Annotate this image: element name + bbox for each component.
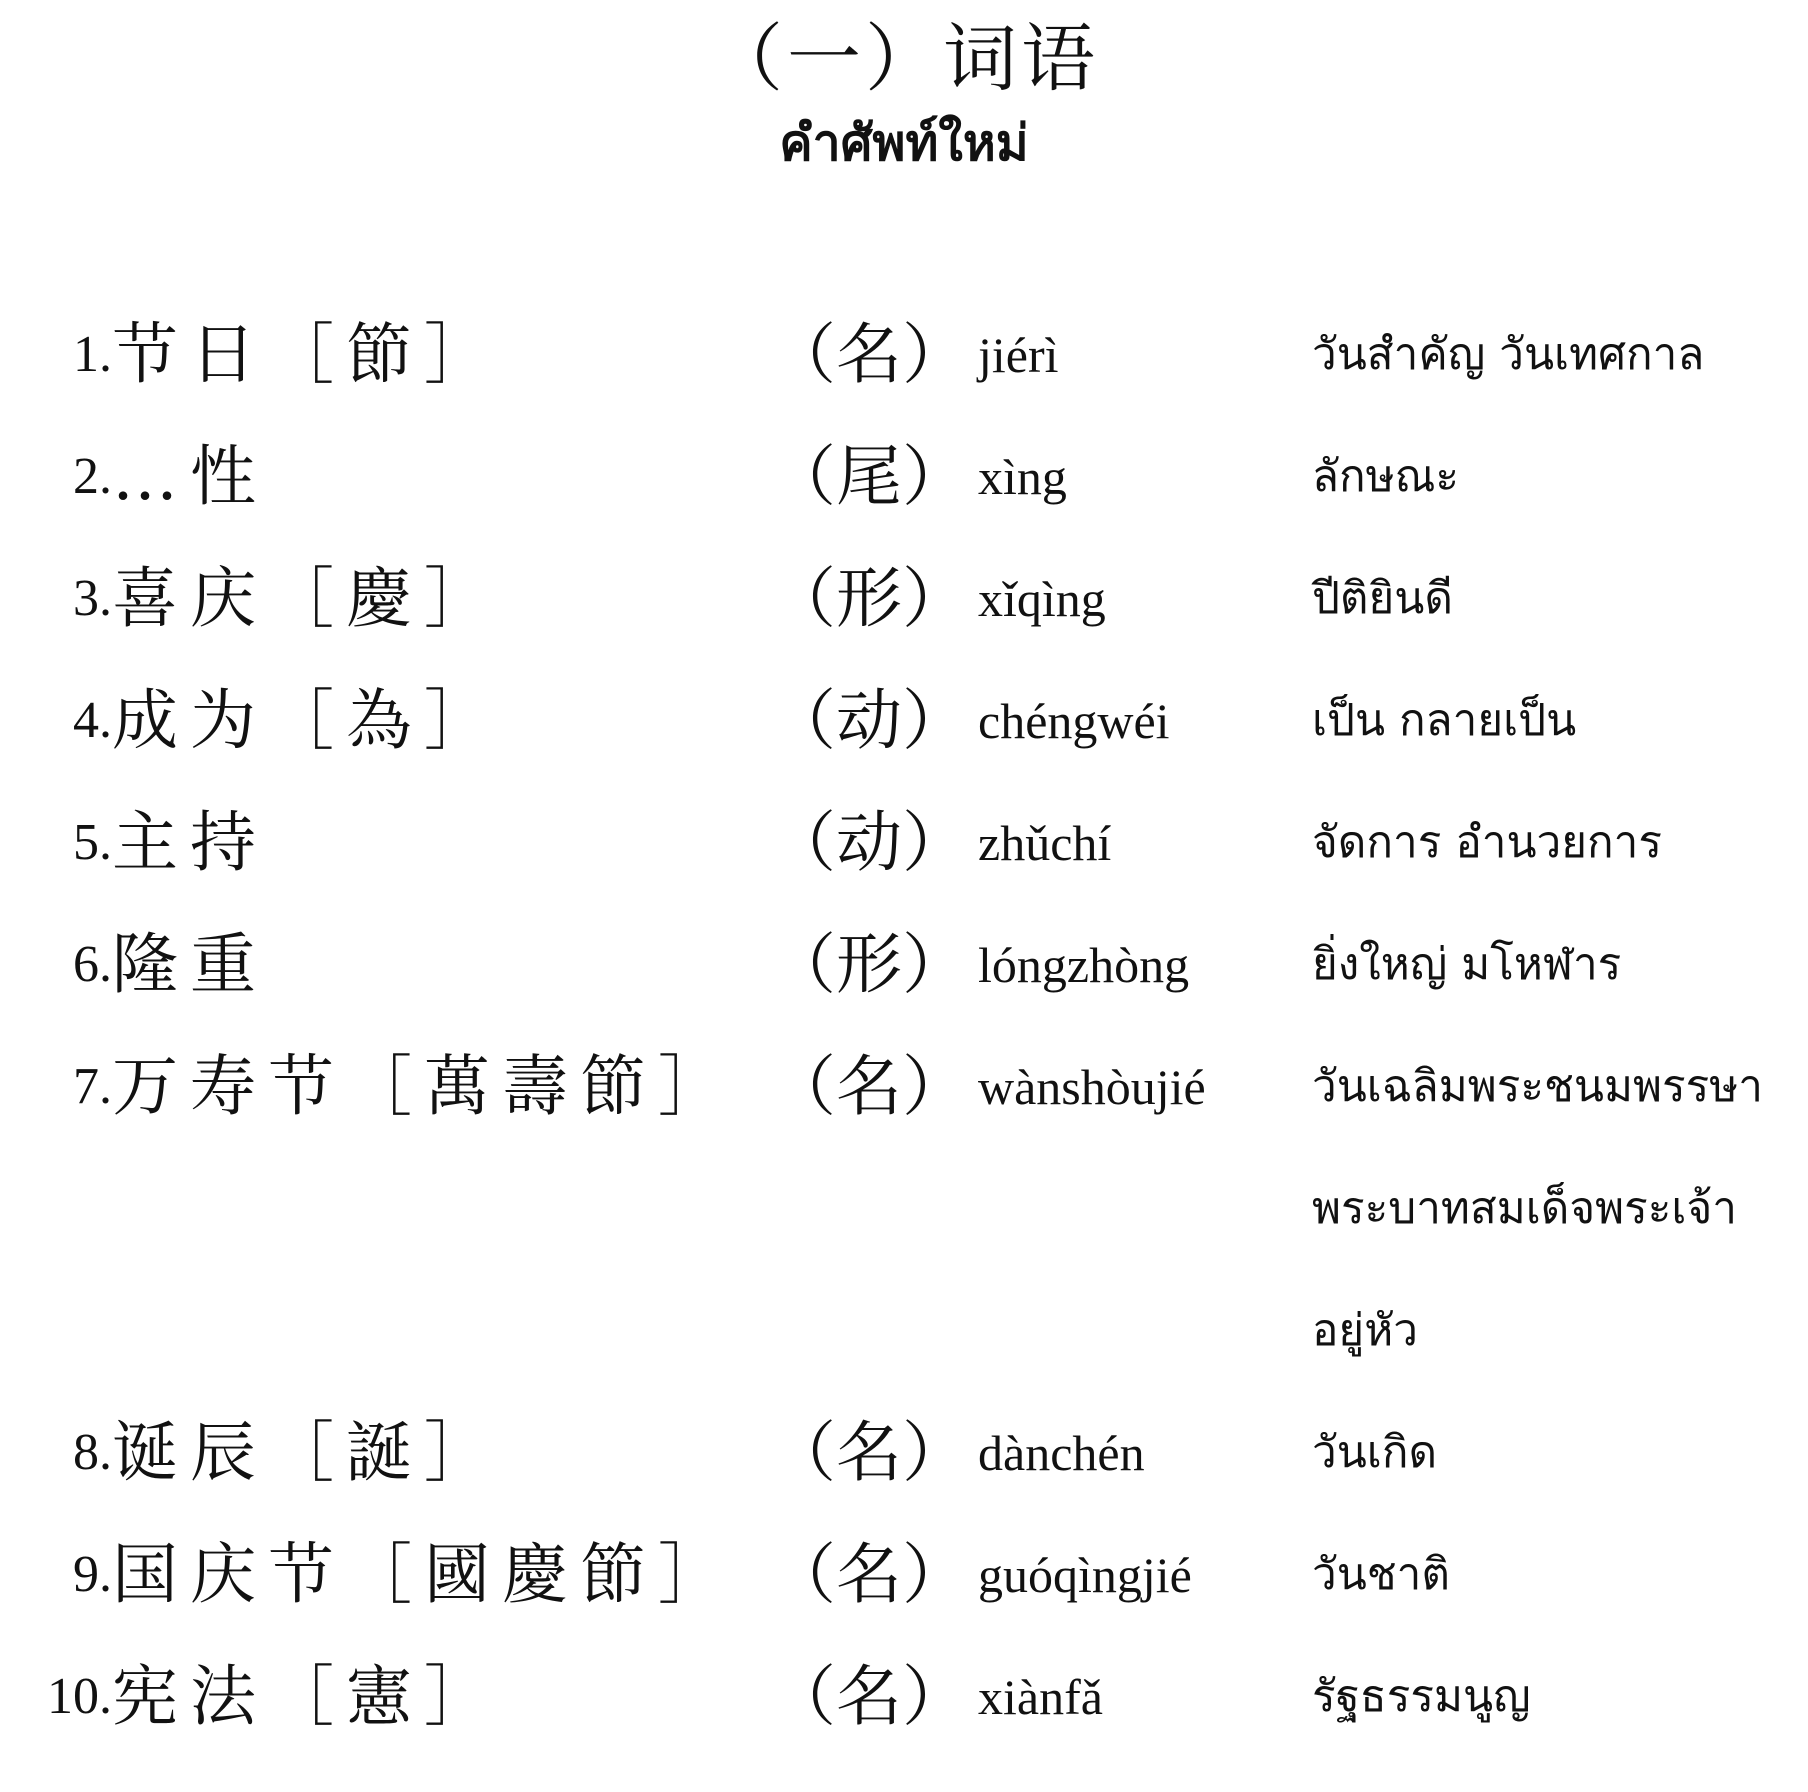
- entry-number: 2.: [73, 448, 112, 505]
- entry-pinyin: zhǔchí: [978, 815, 1112, 871]
- entry-translation: [1312, 1525, 1450, 1647]
- section-title: （一）词语: [709, 16, 1099, 102]
- entry-word: …性: [112, 438, 268, 515]
- entry-pinyin: jiérì: [978, 327, 1059, 383]
- entry-number: 4.: [73, 692, 112, 749]
- entry-translation: [1312, 671, 1576, 793]
- entry-part-of-speech: （名）: [770, 1536, 968, 1613]
- entry-pinyin: lóngzhòng: [978, 937, 1190, 993]
- entry-part-of-speech: （形）: [770, 560, 968, 637]
- entry-number: 8.: [73, 1424, 112, 1481]
- entry-pinyin: xìng: [978, 449, 1067, 505]
- translation-line: รัฐธรรมนูญ: [1312, 1671, 1531, 1722]
- entry-number: 1.: [73, 326, 112, 383]
- translation-line: เป็น กลายเป็น: [1312, 695, 1577, 746]
- entry-word: 诞辰［誕］: [112, 1414, 502, 1491]
- translation-line: ลักษณะ: [1312, 451, 1460, 502]
- vocabulary-entry: [0, 793, 1808, 915]
- entry-pinyin: xǐqìng: [978, 571, 1106, 627]
- entry-translation: [1312, 793, 1662, 915]
- vocabulary-list: [0, 305, 1808, 1769]
- entry-translation: [1312, 1647, 1531, 1769]
- entry-part-of-speech: （名）: [770, 1048, 968, 1125]
- entry-part-of-speech: （动）: [770, 682, 968, 759]
- entry-number: 10.: [47, 1668, 112, 1725]
- translation-line: จัดการ อำนวยการ: [1312, 817, 1663, 868]
- entry-translation: [1312, 549, 1453, 671]
- entry-number: 7.: [73, 1058, 112, 1115]
- entry-translation: [1312, 1037, 1763, 1403]
- vocabulary-entry: [0, 549, 1808, 671]
- entry-word: 主持: [112, 804, 268, 881]
- translation-line: วันเกิด: [1312, 1427, 1438, 1478]
- vocabulary-entry: [0, 427, 1808, 549]
- translation-line: ปีติยินดี: [1312, 573, 1453, 624]
- entry-number: 6.: [73, 936, 112, 993]
- vocabulary-entry: [0, 1647, 1808, 1769]
- entry-translation: [1312, 305, 1704, 427]
- translation-line: วันสำคัญ วันเทศกาล: [1312, 329, 1705, 380]
- entry-part-of-speech: （名）: [770, 316, 968, 393]
- entry-translation: [1312, 427, 1459, 549]
- entry-part-of-speech: （名）: [770, 1658, 968, 1735]
- translation-line: พระบาทสมเด็จพระเจ้า: [1312, 1183, 1737, 1234]
- entry-word: 节日［節］: [112, 316, 502, 393]
- entry-number: 5.: [73, 814, 112, 871]
- translation-line: ยิ่งใหญ่ มโหฬาร: [1312, 939, 1622, 990]
- entry-translation: [1312, 915, 1621, 1037]
- entry-pinyin: dànchén: [978, 1425, 1145, 1481]
- entry-pinyin: guóqìngjié: [978, 1547, 1192, 1603]
- translation-line: อยู่หัว: [1312, 1305, 1418, 1356]
- section-subtitle: คำศัพท์ใหม่: [779, 114, 1029, 172]
- vocabulary-entry: [0, 1037, 1808, 1403]
- entry-part-of-speech: （动）: [770, 804, 968, 881]
- vocabulary-entry: [0, 671, 1808, 793]
- translation-line: วันชาติ: [1312, 1549, 1450, 1600]
- entry-word: 喜庆［慶］: [112, 560, 502, 637]
- entry-part-of-speech: （尾）: [770, 438, 968, 515]
- entry-word: 宪法［憲］: [112, 1658, 502, 1735]
- entry-word: 隆重: [112, 926, 268, 1003]
- entry-pinyin: xiànfǎ: [978, 1669, 1103, 1725]
- translation-line: วันเฉลิมพระชนมพรรษา: [1312, 1061, 1763, 1112]
- entry-part-of-speech: （名）: [770, 1414, 968, 1491]
- entry-part-of-speech: （形）: [770, 926, 968, 1003]
- entry-word: 国庆节［國慶節］: [112, 1536, 736, 1613]
- entry-word: 成为［為］: [112, 682, 502, 759]
- entry-translation: [1312, 1403, 1437, 1525]
- entry-number: 3.: [73, 570, 112, 627]
- entry-pinyin: wànshòujié: [978, 1059, 1206, 1115]
- entry-word: 万寿节［萬壽節］: [112, 1048, 736, 1125]
- vocabulary-entry: [0, 915, 1808, 1037]
- vocabulary-entry: [0, 1403, 1808, 1525]
- vocabulary-entry: [0, 305, 1808, 427]
- vocabulary-entry: [0, 1525, 1808, 1647]
- entry-pinyin: chéngwéi: [978, 693, 1170, 749]
- entry-number: 9.: [73, 1546, 112, 1603]
